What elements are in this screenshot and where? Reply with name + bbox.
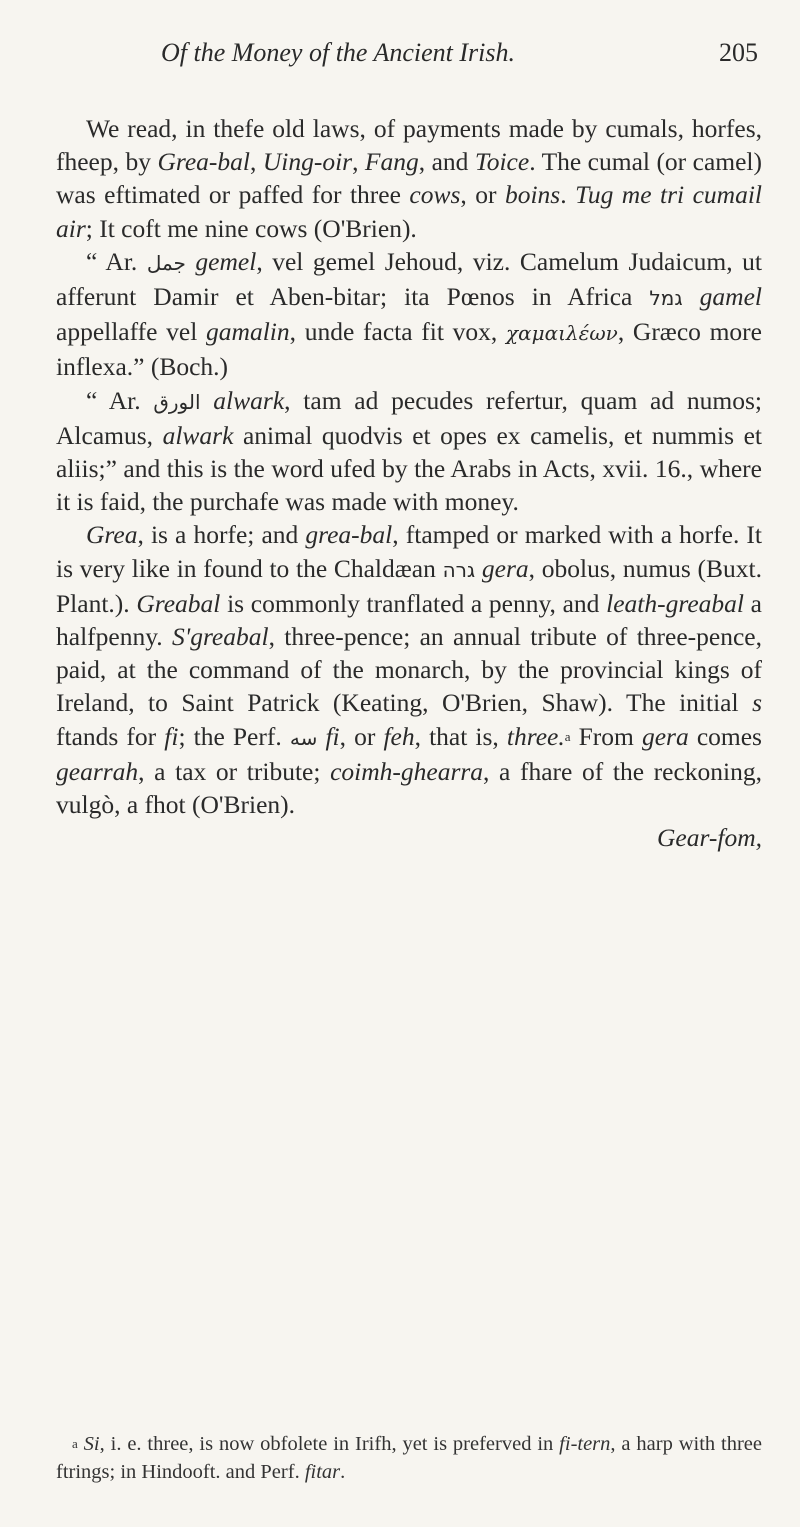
paragraph-payments: We read, in thefe old laws, of payments made by cumals, horfes, fheep, by Grea-bal, Uing-oir, Fang, and Toice. The cumal (or camel) was eftimated or paffed for three cows, or boins. Tug me tri cumail air; It coft me nine cows (O'Brien).: [56, 114, 763, 243]
greek-word: χαμαιλέων: [505, 321, 618, 346]
arabic-word: الورق: [153, 389, 201, 414]
running-title: Of the Money of the Ancient Irish.: [160, 38, 516, 67]
catchword: Gear-fom,: [656, 823, 762, 853]
arabic-word: جمل: [146, 250, 186, 275]
footnote-ref: a: [564, 728, 571, 744]
running-head: [58, 38, 758, 74]
paragraph-grea: Grea, is a horfe; and grea-bal, ftamped or marked with a horfe. It is very like in found to the Chaldæan גרה gera, obolus, numus (Buxt. Plant.). Greabal is commonly tranflated a penny, and leath-greabal a halfpenny. S'greabal, three-pence; an annual tribute of three-pence, paid, at the command of the monarch, by the provincial kings of Ireland, to Saint Patrick (Keating, O'Brien, Shaw). The initial s ftands for fi; the Perf. سه fi, or feh, that is, three.$^a$ From gera comes gearrah, a tax or tribute; coimh-ghearra, a fhare of the reckoning, vulgò, a fhot (O'Brien).: [56, 520, 763, 820]
page-number: 205: [719, 38, 758, 67]
paragraph-alwark: “ Ar. الورق alwark, tam ad pecudes refertur, quam ad numos; Alcamus, alwark animal quodvis et opes ex camelis, et nummis et aliis;” and this is the word ufed by the Arabs in Acts, xvii. 16., where it is faid, the purchafe was made with money.: [56, 385, 762, 517]
persian-word: سه: [289, 725, 318, 750]
body-text: [56, 112, 762, 854]
paragraph-gemel: “ Ar. جمل gemel, vel gemel Jehoud, viz. Camelum Judaicum, ut afferunt Damir et Aben-bitar; ita Pœnos in Africa גמל gamel appellaffe vel gamalin, unde facta fit vox, χαμαιλέων, Græco more inflexa.” (Boch.): [56, 246, 762, 382]
hebrew-word: גמל: [649, 286, 683, 311]
hebrew-word: גרה: [442, 557, 476, 582]
footnote: $^a$ Si, i. e. three, is now obfolete in Irifh, yet is preferved in fi-tern, a harp with three ftrings; in Hindooft. and Perf. fitar.: [56, 1433, 763, 1483]
footnote-mark: a: [72, 1436, 78, 1451]
